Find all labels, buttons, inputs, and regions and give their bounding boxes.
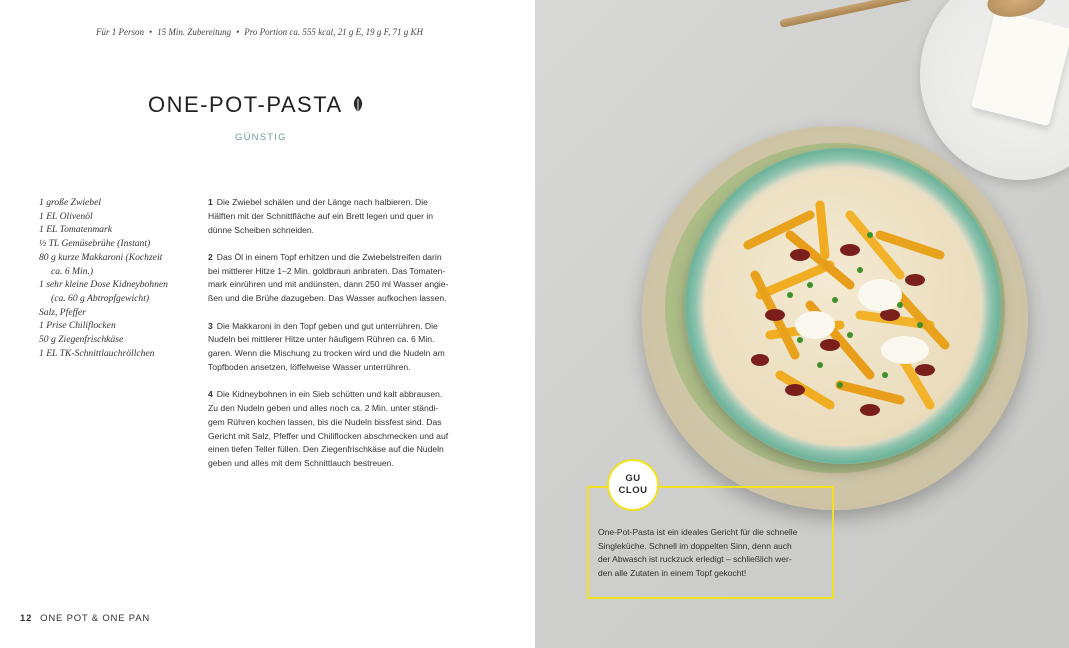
page-number: 12 xyxy=(20,613,33,624)
title-block xyxy=(148,92,365,118)
step-number: 1 xyxy=(208,197,213,207)
clou-line: der Abwasch ist ruckzuck erledigt – schließlich wer- xyxy=(598,554,792,565)
meta-separator: • xyxy=(236,27,240,37)
ingredient-item: ca. 6 Min.) xyxy=(51,265,94,277)
badge-line-1: GU xyxy=(625,473,641,484)
instruction-steps xyxy=(208,196,483,485)
step-4 xyxy=(208,388,483,471)
ingredient-item: Salz, Pfeffer xyxy=(39,306,86,318)
step-number: 3 xyxy=(208,320,213,331)
step-line: gem Rühren kochen lassen, bis die Nudeln bissfest sind. Das xyxy=(208,416,442,427)
pasta-dish-illustration xyxy=(700,175,990,445)
recipe-meta xyxy=(96,27,423,37)
ingredient-item: 1 EL TK-Schnittlauchröllchen xyxy=(39,347,155,359)
step-line: einen tiefen Teller füllen. Den Ziegenfrischkäse auf die Nudeln xyxy=(208,444,444,455)
step-line: Das Öl in einem Topf erhitzen und die Zwiebelstreifen darin xyxy=(216,251,442,262)
step-line: Nudeln bei mittlerer Hitze unter häufigem Rühren ca. 6 Min. xyxy=(208,334,435,345)
step-line: Zu den Nudeln geben und alles noch ca. 2 Min. unter ständi- xyxy=(208,403,439,414)
ingredient-item: 80 g kurze Makkaroni (Kochzeit xyxy=(39,251,163,263)
step-line: dünne Scheiben schneiden. xyxy=(208,224,315,235)
prep-time: 15 Min. Zubereitung xyxy=(157,27,232,37)
ingredient-item: 1 EL Tomatenmark xyxy=(39,224,113,236)
clou-line: One-Pot-Pasta ist ein ideales Gericht für die schnelle xyxy=(598,527,798,537)
step-number: 4 xyxy=(208,389,213,400)
step-2 xyxy=(208,251,483,306)
gu-clou-badge xyxy=(607,459,659,511)
ingredient-item: (ca. 60 g Abtropfgewicht) xyxy=(51,292,150,304)
step-line: Die Zwiebel schälen und der Länge nach halbieren. Die xyxy=(216,197,428,207)
step-line: Die Kidneybohnen in ein Sieb schütten und kalt abbrausen. xyxy=(216,389,443,400)
gu-clou-text xyxy=(598,526,823,581)
food-photo xyxy=(535,0,1069,648)
servings: Für 1 Person xyxy=(96,27,144,37)
nutrition: Pro Portion ca. 555 kcal, 21 g E, 19 g F, 71 g KH xyxy=(244,27,423,37)
ingredient-item: 1 große Zwiebel xyxy=(39,197,101,208)
ingredient-item: 50 g Ziegenfrischkäse xyxy=(39,334,124,346)
step-line: ßen und die Brühe dazugeben. Das Wasser aufkochen lassen. xyxy=(208,293,447,304)
step-3 xyxy=(208,320,483,375)
recipe-title: ONE-POT-PASTA xyxy=(148,92,343,117)
step-line: geben und alles mit dem Schnittlauch bestreuen. xyxy=(208,458,394,469)
step-1 xyxy=(208,196,483,237)
ingredient-list xyxy=(39,196,189,360)
step-number: 2 xyxy=(208,251,213,262)
step-line: Hälften mit der Schnittfläche auf ein Brett legen und quer in xyxy=(208,210,434,221)
badge-line-2: CLOU xyxy=(618,485,648,496)
step-line: Topfboden ansetzen, löffelweise Wasser unterrühren. xyxy=(208,361,411,372)
step-line: Die Makkaroni in den Topf geben und gut unterrühren. Die xyxy=(216,320,438,331)
meta-separator: • xyxy=(149,27,153,37)
ingredient-item: 1 Prise Chiliflocken xyxy=(39,320,116,332)
step-line: Gericht mit Salz, Pfeffer und Chiliflocken abschmecken und auf xyxy=(208,430,449,441)
clou-line: Singleküche. Schnell im doppelten Sinn, denn auch xyxy=(598,540,792,551)
step-line: mark einrühren und mit andünsten, dann 250 ml Wasser angie- xyxy=(208,279,449,290)
step-line: bei mittlerer Hitze 1–2 Min. goldbraun anbraten. Das Tomaten- xyxy=(208,265,446,276)
ingredient-item: 1 EL Olivenöl xyxy=(39,210,93,222)
leaf-icon xyxy=(351,95,365,115)
clou-line: den alle Zutaten in einem Topf gekocht! xyxy=(598,568,747,579)
page-footer xyxy=(20,613,150,624)
recipe-category: GÜNSTIG xyxy=(235,132,287,143)
ingredient-item: ½ TL Gemüsebrühe (Instant) xyxy=(39,238,151,250)
step-line: garen. Wenn die Mischung zu trocken wird und die Nudeln am xyxy=(208,348,445,359)
ingredient-item: 1 sehr kleine Dose Kidneybohnen xyxy=(39,279,168,291)
section-title: ONE POT & ONE PAN xyxy=(40,613,151,624)
